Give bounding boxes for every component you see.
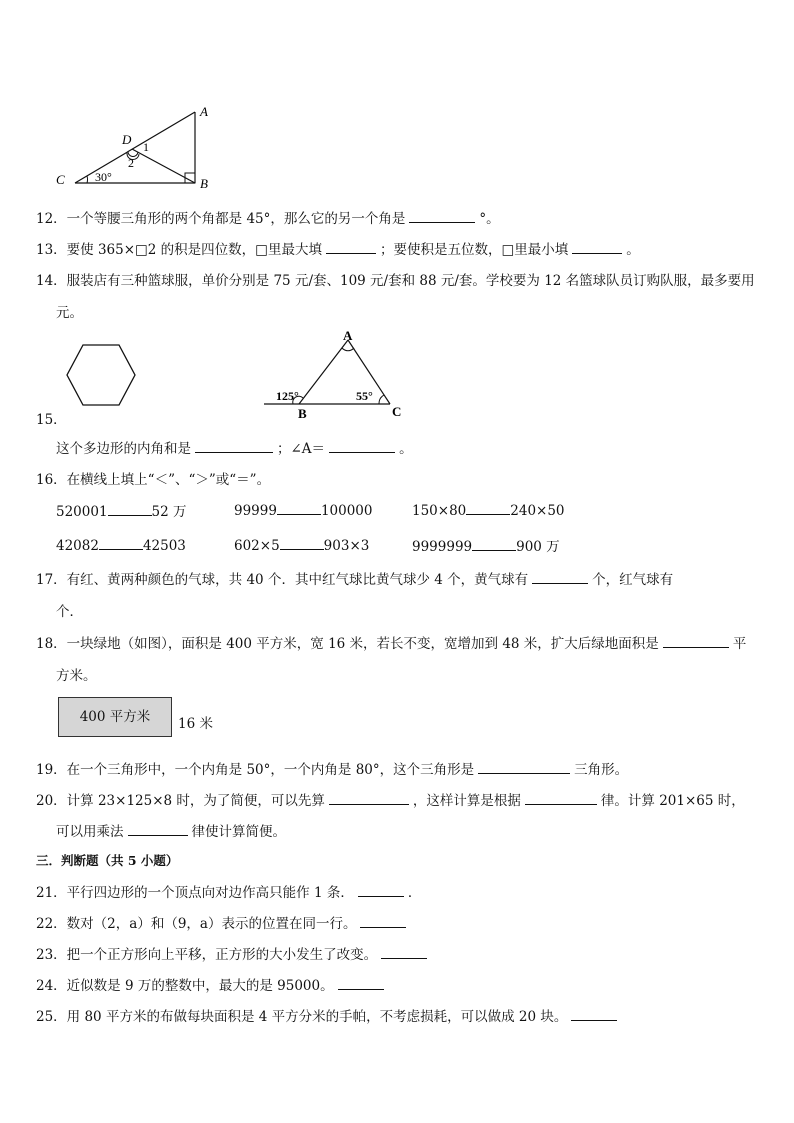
triangle-angles-figure (262, 328, 412, 420)
question-23: 23．把一个正方形向上平移，正方形的大小发生了改变。 (36, 943, 431, 963)
right-triangle-figure (50, 100, 220, 192)
question-21: 21．平行四边形的一个顶点向对边作高只能作 1 条． ． (36, 881, 421, 901)
question-25: 25．用 80 平方米的布做每块面积是 4 平方分米的手帕，不考虑损耗，可以做成 20 块。 (36, 1005, 621, 1025)
angle-55-label: 55° (356, 389, 373, 403)
label-a: A (343, 328, 353, 343)
answer-blank[interactable] (525, 790, 597, 805)
compare-item: 42082 42503 (56, 535, 186, 554)
field-rectangle: 400 平方米 (58, 697, 172, 737)
answer-blank[interactable] (571, 1006, 617, 1021)
answer-blank[interactable] (99, 535, 143, 550)
answer-blank[interactable] (381, 944, 427, 959)
answer-blank[interactable] (128, 821, 188, 836)
answer-blank[interactable] (338, 975, 384, 990)
question-20: 20．计算 23×125×8 时，为了简便，可以先算 ，这样计算是根据 律。计算 201×65 时， (36, 789, 745, 809)
answer-blank[interactable] (326, 239, 376, 254)
label-d: D (122, 132, 132, 147)
question-14: 14．服装店有三种篮球服，单价分别是 75 元/套、109 元/套和 88 元/套。学校要为 12 名篮球队员订购队服，最多要用 (36, 273, 755, 289)
answer-blank[interactable] (663, 633, 729, 648)
answer-blank[interactable] (358, 882, 404, 897)
answer-blank[interactable] (108, 501, 152, 516)
angle-30-label: 30° (95, 170, 112, 184)
compare-item: 99999 100000 (234, 500, 373, 519)
label-c: C (56, 172, 65, 187)
question-15-number: 15． (36, 412, 67, 428)
section-heading: 三．判断题（共 5 小题） (36, 853, 179, 868)
question-22: 22．数对（2，a）和（9，a）表示的位置在同一行。 (36, 912, 410, 932)
question-20-cont: 可以用乘法 律使计算简便。 (56, 820, 286, 840)
label-b: B (200, 176, 208, 191)
label-c: C (392, 404, 402, 419)
answer-blank[interactable] (360, 913, 406, 928)
question-15: 这个多边形的内角和是 ；∠A＝ 。 (56, 437, 413, 457)
label-a: A (200, 104, 208, 119)
answer-blank[interactable] (466, 500, 510, 515)
answer-blank[interactable] (409, 208, 475, 223)
compare-item: 602×5 903×3 (234, 535, 369, 554)
answer-blank[interactable] (277, 500, 321, 515)
hexagon-figure (64, 342, 138, 410)
question-17: 17．有红、黄两种颜色的气球，共 40 个．其中红气球比黄气球少 4 个，黄气球有 个，红气球有 (36, 568, 673, 588)
answer-blank[interactable] (478, 759, 570, 774)
compare-item: 520001 52 万 (56, 500, 187, 520)
question-13: 13．要使 365×□2 的积是四位数，□里最大填 ；要使积是五位数，□里最小填 。 (36, 238, 640, 258)
answer-blank[interactable] (329, 438, 395, 453)
question-24: 24．近似数是 9 万的整数中，最大的是 95000。 (36, 974, 388, 994)
compare-item: 9999999 900 万 (412, 535, 560, 555)
label-b: B (298, 406, 307, 420)
compare-item: 150×80 240×50 (412, 500, 565, 519)
answer-blank[interactable] (472, 536, 516, 551)
angle-2-label: 2 (128, 156, 134, 170)
answer-blank[interactable] (195, 438, 273, 453)
angle-1-label: 1 (143, 140, 149, 154)
answer-blank[interactable] (572, 239, 622, 254)
question-18-cont: 方米。 (56, 668, 97, 684)
angle-125-label: 125° (276, 389, 299, 403)
question-18: 18．一块绿地（如图），面积是 400 平方米，宽 16 米，若长不变，宽增加到 48 米，扩大后绿地面积是 平 (36, 632, 746, 652)
question-17-cont: 个． (56, 604, 83, 620)
answer-blank[interactable] (280, 535, 324, 550)
question-12: 12．一个等腰三角形的两个角都是 45°，那么它的另一个角是 °。 (36, 207, 500, 227)
width-label: 16 米 (178, 716, 213, 732)
answer-blank[interactable] (532, 569, 588, 584)
question-14-cont: 元。 (56, 305, 83, 321)
question-19: 19．在一个三角形中，一个内角是 50°，一个内角是 80°，这个三角形是 三角形。 (36, 758, 628, 778)
question-16: 16．在横线上填上“＜”、“＞”或“＝”。 (36, 472, 271, 488)
answer-blank[interactable] (329, 790, 409, 805)
